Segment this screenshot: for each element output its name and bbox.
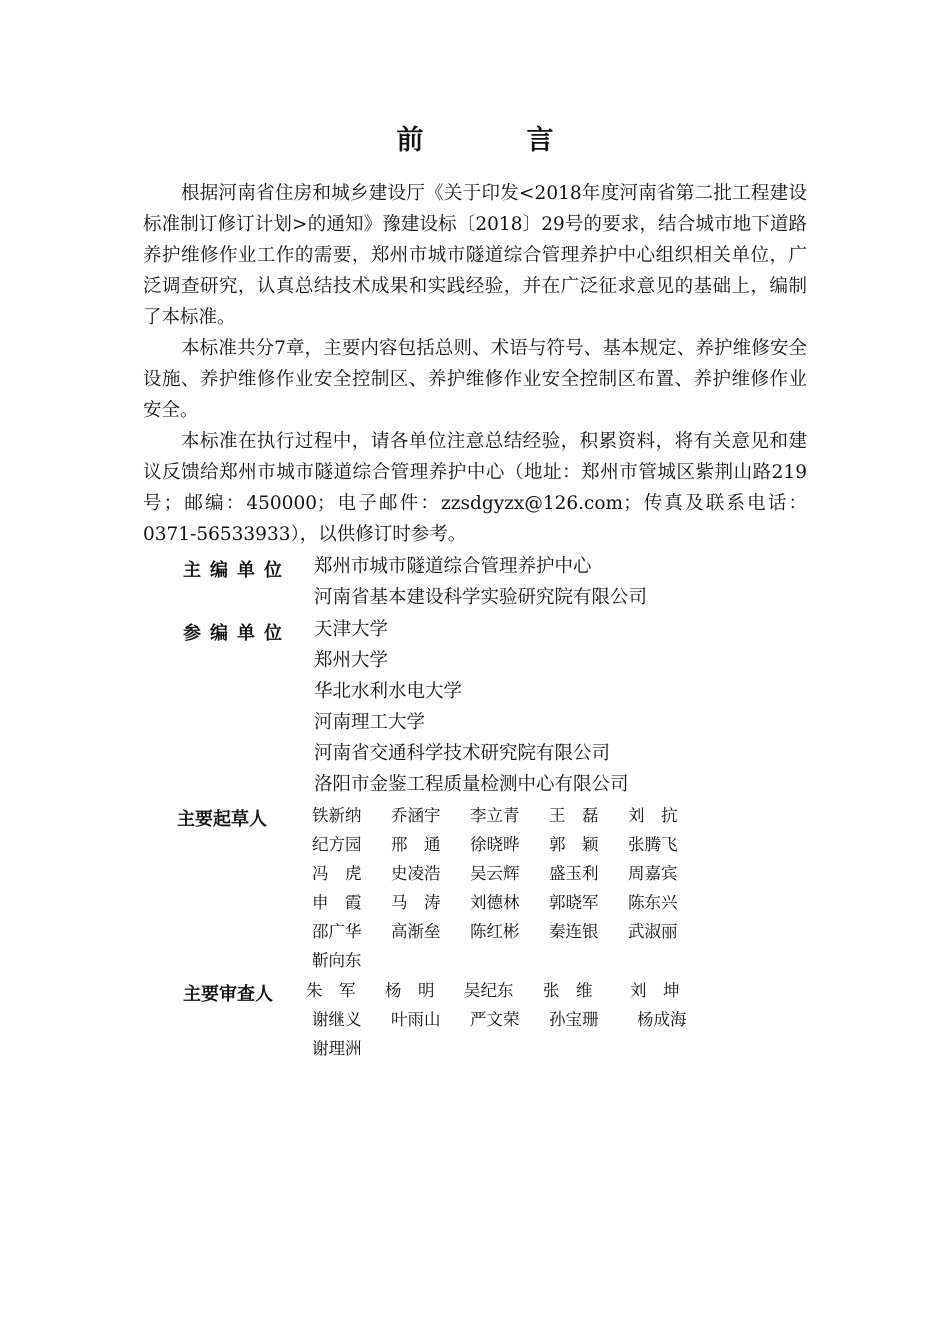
paragraph-2: 本标准共分7章，主要内容包括总则、术语与符号、基本规定、养护维修安全设施、养护维修作业安全控制区、养护维修作业安全控制区布置、养护维修作业安全。 [143, 338, 807, 421]
drafter-name: 邵广华 [312, 922, 362, 941]
drafter-name: 陈东兴 [628, 893, 678, 912]
reviewers-list [306, 976, 726, 1005]
drafter-name: 秦连银 [549, 922, 599, 941]
drafter-name: 郭晓军 [549, 893, 599, 912]
drafter-name: 申 霞 [312, 893, 362, 912]
participating-unit-item: 河南理工大学 [314, 712, 426, 733]
drafters-label: 主要起草人 [177, 809, 267, 830]
chief-units-label: 主编单位 [183, 560, 291, 581]
reviewer-name: 刘 坤 [630, 981, 680, 1000]
drafter-name: 乔涵宇 [391, 806, 441, 825]
reviewer-name: 叶雨山 [391, 1010, 441, 1029]
preface-body [143, 178, 807, 550]
reviewer-name: 严文荣 [470, 1010, 520, 1029]
reviewer-name: 孙宝珊 [549, 1010, 599, 1029]
drafter-name: 盛玉利 [549, 864, 599, 883]
participating-units-list [314, 614, 629, 800]
drafters-row [312, 917, 732, 946]
reviewers-row [306, 976, 726, 1005]
drafter-name: 周嘉宾 [628, 864, 678, 883]
participating-unit-item: 郑州大学 [314, 650, 389, 671]
reviewers-row [312, 1034, 732, 1063]
chief-units-list [314, 551, 647, 613]
drafters-row [312, 946, 732, 975]
drafter-name: 陈红彬 [470, 922, 520, 941]
drafters-row [312, 888, 732, 917]
drafter-name: 高渐垒 [391, 922, 441, 941]
reviewers-list-continued [312, 1005, 732, 1063]
reviewer-name: 谢理洲 [312, 1039, 362, 1058]
drafter-name: 徐晓晔 [470, 835, 520, 854]
drafter-name: 邢 通 [391, 835, 441, 854]
drafter-name: 马 涛 [391, 893, 441, 912]
page-title: 前 言 [396, 125, 592, 156]
drafter-name: 纪方园 [312, 835, 362, 854]
reviewers-label: 主要审查人 [183, 984, 273, 1005]
drafter-name: 刘德林 [470, 893, 520, 912]
drafter-name: 武淑丽 [628, 922, 678, 941]
drafter-name: 郭 颖 [549, 835, 599, 854]
participating-unit-item: 天津大学 [314, 619, 389, 640]
drafter-name: 吴云辉 [470, 864, 520, 883]
reviewer-name: 杨成海 [637, 1010, 687, 1029]
drafter-name: 靳向东 [312, 951, 362, 970]
drafters-list [312, 801, 732, 975]
paragraph-3: 本标准在执行过程中，请各单位注意总结经验，积累资料，将有关意见和建议反馈给郑州市城市隧道综合管理养护中心（地址：郑州市管城区紫荆山路219号；邮编：450000；电子邮件：zzsdgyzx@126.com；传真及联系电话：0371-56533933），以供修订时参考。 [143, 431, 807, 545]
drafter-name: 王 磊 [549, 806, 599, 825]
reviewer-name: 吴纪东 [464, 981, 514, 1000]
chief-unit-item: 河南省基本建设科学实验研究院有限公司 [314, 587, 648, 608]
drafter-name: 李立青 [470, 806, 520, 825]
drafter-name: 张腾飞 [628, 835, 678, 854]
drafters-row [312, 859, 732, 888]
reviewers-row [312, 1005, 732, 1034]
drafter-name: 冯 虎 [312, 864, 362, 883]
drafter-name: 铁新纳 [312, 806, 362, 825]
participating-units-label: 参编单位 [183, 623, 291, 644]
reviewer-name: 杨 明 [385, 981, 435, 1000]
drafters-row [312, 801, 732, 830]
reviewer-name: 朱 军 [306, 981, 356, 1000]
participating-unit-item: 华北水利水电大学 [314, 681, 463, 702]
paragraph-1: 根据河南省住房和城乡建设厅《关于印发<2018年度河南省第二批工程建设标准制订修订计划>的通知》豫建设标〔2018〕29号的要求，结合城市地下道路养护维修作业工作的需要，郑州市城市隧道综合管理养护中心组织相关单位，广泛调查研究，认真总结技术成果和实践经验，并在广泛征求意见的基础上，编制了本标准。 [143, 183, 807, 328]
reviewer-name: 谢继义 [312, 1010, 362, 1029]
participating-unit-item: 河南省交通科学技术研究院有限公司 [314, 743, 611, 764]
chief-unit-item: 郑州市城市隧道综合管理养护中心 [314, 556, 592, 577]
drafter-name: 刘 抗 [628, 806, 678, 825]
drafters-row [312, 830, 732, 859]
participating-unit-item: 洛阳市金鉴工程质量检测中心有限公司 [314, 774, 629, 795]
drafter-name: 史凌浩 [391, 864, 441, 883]
reviewer-name: 张 维 [543, 981, 593, 1000]
